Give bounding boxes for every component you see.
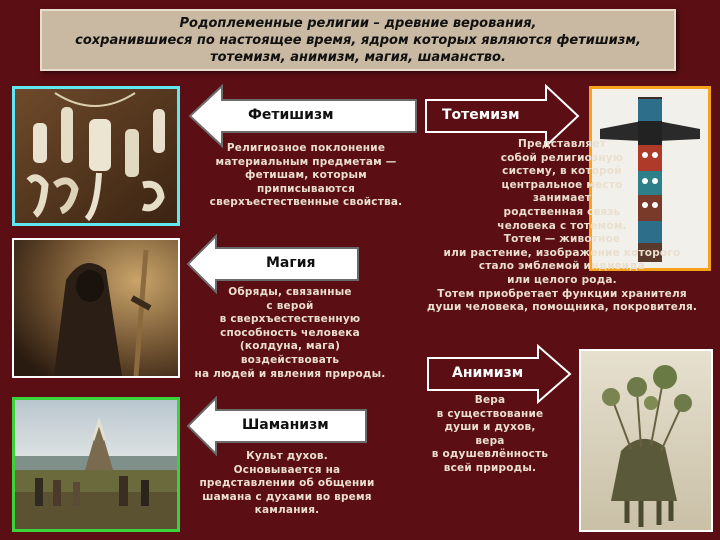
- slide-title: Родоплеменные религии – древние верования, сохранившиеся по настоящее время, ядром которых являются фетишизм, тотемизм, анимизм, магия, шаманство.: [40, 9, 676, 71]
- shamanism-arrow: [186, 396, 368, 456]
- magic-image: [12, 238, 180, 378]
- magic-description: Обряды, связанные с верой в сверхъестественную способность человека (колдуна, мага) воздействовать на людей и явления природы.: [194, 286, 386, 380]
- shamanism-label: Шаманизм: [242, 417, 329, 433]
- totemism-description: Представляет собой религиозную систему, в которой центральное место занимает родственная связь человека с тотемом. Тотем — животное или растение, изображение которого стало эмблемой индивида или целого рода. Тотем приобретает функции хранителя души человека, помощника, покровителя.: [426, 138, 698, 314]
- fetish-image: [12, 86, 180, 226]
- fetishism-label: Фетишизм: [248, 107, 334, 123]
- shaman-image: [12, 397, 180, 532]
- animism-label: Анимизм: [452, 365, 524, 381]
- magic-arrow: [186, 234, 360, 294]
- fetishism-description: Религиозное поклонение материальным предметам — фетишам, которым приписываются сверхъестественные свойства.: [209, 142, 403, 209]
- animism-description: Вера в существование души и духов, вера в одушевлённость всей природы.: [431, 394, 549, 474]
- shamanism-description: Культ духов. Основывается на представлении об общении шамана с духами во время камлания.: [199, 450, 375, 517]
- magic-label: Магия: [266, 255, 316, 271]
- fetishism-arrow: [188, 84, 420, 148]
- totemism-label: Тотемизм: [442, 107, 520, 123]
- animism-image: [579, 349, 713, 532]
